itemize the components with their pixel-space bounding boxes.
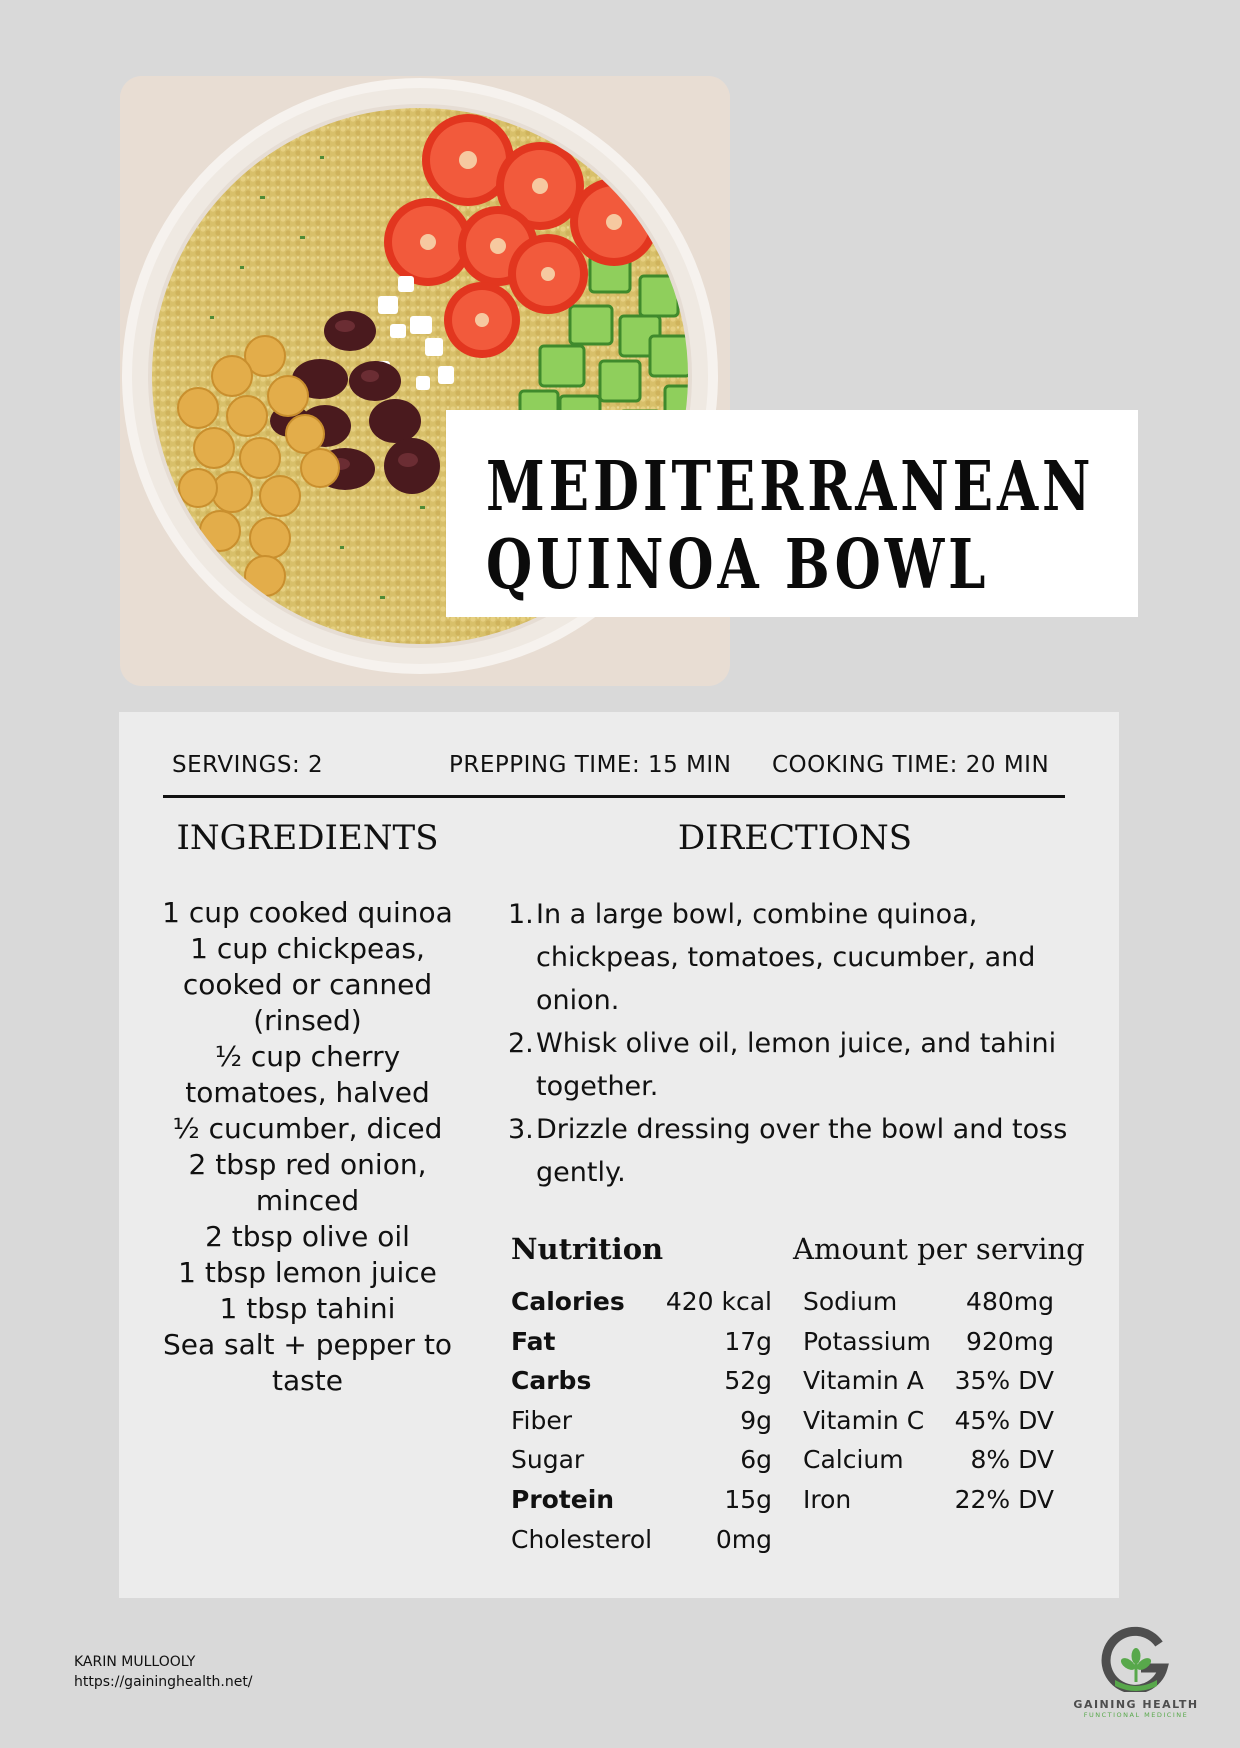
nutrient-value: 8% DV (970, 1445, 1054, 1475)
step-number: 3. (508, 1114, 534, 1145)
step-text: Drizzle dressing over the bowl and toss gently. (536, 1114, 1068, 1188)
step-text: Whisk olive oil, lemon juice, and tahini together. (536, 1028, 1057, 1102)
ingredient-line: minced (255, 1184, 360, 1217)
logo-tagline: FUNCTIONAL MEDICINE (1083, 1711, 1189, 1719)
ingredient-line: ½ cucumber, diced (172, 1112, 443, 1145)
nutrient-value: 52g (724, 1366, 772, 1396)
nutrient-value: 920mg (966, 1326, 1054, 1356)
nutrient-value: 35% DV (954, 1366, 1054, 1396)
nutrition-row (803, 1440, 1054, 1480)
direction-step (508, 1022, 1088, 1108)
footer (74, 1652, 253, 1692)
nutrient-label: Calcium (803, 1445, 904, 1475)
ingredient-line: 1 cup chickpeas, (190, 932, 425, 965)
nutrition-row (803, 1361, 1054, 1401)
nutrition-row (511, 1322, 772, 1362)
ingredient-line: taste (272, 1364, 343, 1397)
nutrient-value: 6g (740, 1445, 772, 1475)
author-name: KARIN MULLOOLY (74, 1654, 196, 1670)
nutrition-row (511, 1282, 772, 1322)
nutrient-value: 45% DV (954, 1405, 1054, 1435)
nutrition-row (803, 1322, 1054, 1362)
logo-name: GAINING HEALTH (1073, 1698, 1199, 1711)
nutrient-label: Sodium (803, 1287, 898, 1316)
directions-list (508, 893, 1088, 1194)
ingredient-line: tomatoes, halved (185, 1076, 430, 1109)
website-link[interactable]: https://gaininghealth.net/ (74, 1674, 253, 1690)
ingredient-line: Sea salt + pepper to (162, 1328, 453, 1361)
nutrition-table-left (511, 1282, 772, 1559)
recipe-title-box (446, 410, 1138, 617)
nutrition-row (511, 1480, 772, 1520)
direction-step (508, 1108, 1088, 1194)
ingredients-heading: INGREDIENTS (176, 818, 439, 858)
prep-time-label: PREPPING TIME: 15 MIN (449, 752, 732, 778)
nutrient-label: Fat (511, 1326, 556, 1356)
recipe-title-line-2: QUINOA BOWL (486, 525, 990, 605)
nutrition-row (803, 1282, 1054, 1322)
step-number: 1. (508, 899, 534, 930)
header-divider (163, 795, 1065, 798)
nutrient-label: Iron (803, 1484, 852, 1514)
servings-label: SERVINGS: 2 (172, 752, 324, 778)
nutrition-row (511, 1520, 772, 1560)
ingredient-line: 1 cup cooked quinoa (162, 896, 453, 929)
nutrient-value: 9g (740, 1405, 772, 1435)
nutrition-row (511, 1401, 772, 1441)
nutrient-value: 15g (724, 1484, 772, 1514)
ingredient-line: 1 tbsp tahini (219, 1292, 396, 1325)
ingredient-line: 1 tbsp lemon juice (178, 1256, 437, 1289)
nutrient-label: Potassium (803, 1326, 931, 1356)
ingredient-line: 2 tbsp olive oil (205, 1220, 410, 1253)
ingredient-line: cooked or canned (182, 968, 433, 1001)
nutrition-row (511, 1361, 772, 1401)
direction-step (508, 893, 1088, 1022)
step-number: 2. (508, 1028, 534, 1059)
nutrient-value: 0mg (715, 1524, 772, 1554)
recipe-title-line-1: MEDITERRANEAN (486, 447, 1095, 527)
nutrition-row (803, 1401, 1054, 1441)
nutrient-label: Cholesterol (511, 1524, 653, 1554)
nutrition-heading: Nutrition (511, 1232, 664, 1266)
nutrient-value: 17g (724, 1326, 772, 1356)
nutrition-row (803, 1480, 1054, 1520)
nutrient-label: Sugar (511, 1445, 585, 1475)
cook-time-label: COOKING TIME: 20 MIN (772, 752, 1050, 778)
gaining-health-logo (1068, 1626, 1204, 1719)
nutrient-value: 480mg (966, 1287, 1054, 1316)
directions-heading: DIRECTIONS (677, 818, 913, 858)
nutrient-label: Vitamin C (803, 1405, 925, 1435)
nutrient-value: 420 kcal (665, 1287, 772, 1316)
nutrient-label: Protein (511, 1484, 615, 1514)
step-text: In a large bowl, combine quinoa, chickpeas, tomatoes, cucumber, and onion. (536, 899, 1036, 1016)
nutrient-label: Carbs (511, 1366, 592, 1396)
nutrition-table-right (803, 1282, 1054, 1520)
nutrition-subheading: Amount per serving (793, 1232, 1085, 1266)
ingredients-list (155, 895, 460, 1399)
ingredient-line: 2 tbsp red onion, (188, 1148, 427, 1181)
nutrient-label: Fiber (511, 1405, 573, 1435)
ingredient-line: ½ cup cherry (214, 1040, 401, 1073)
ingredient-line: (rinsed) (253, 1004, 362, 1037)
nutrient-value: 22% DV (954, 1484, 1054, 1514)
nutrient-label: Calories (511, 1287, 625, 1316)
nutrition-row (511, 1440, 772, 1480)
logo-g-icon (1101, 1626, 1171, 1692)
nutrient-label: Vitamin A (803, 1366, 924, 1396)
